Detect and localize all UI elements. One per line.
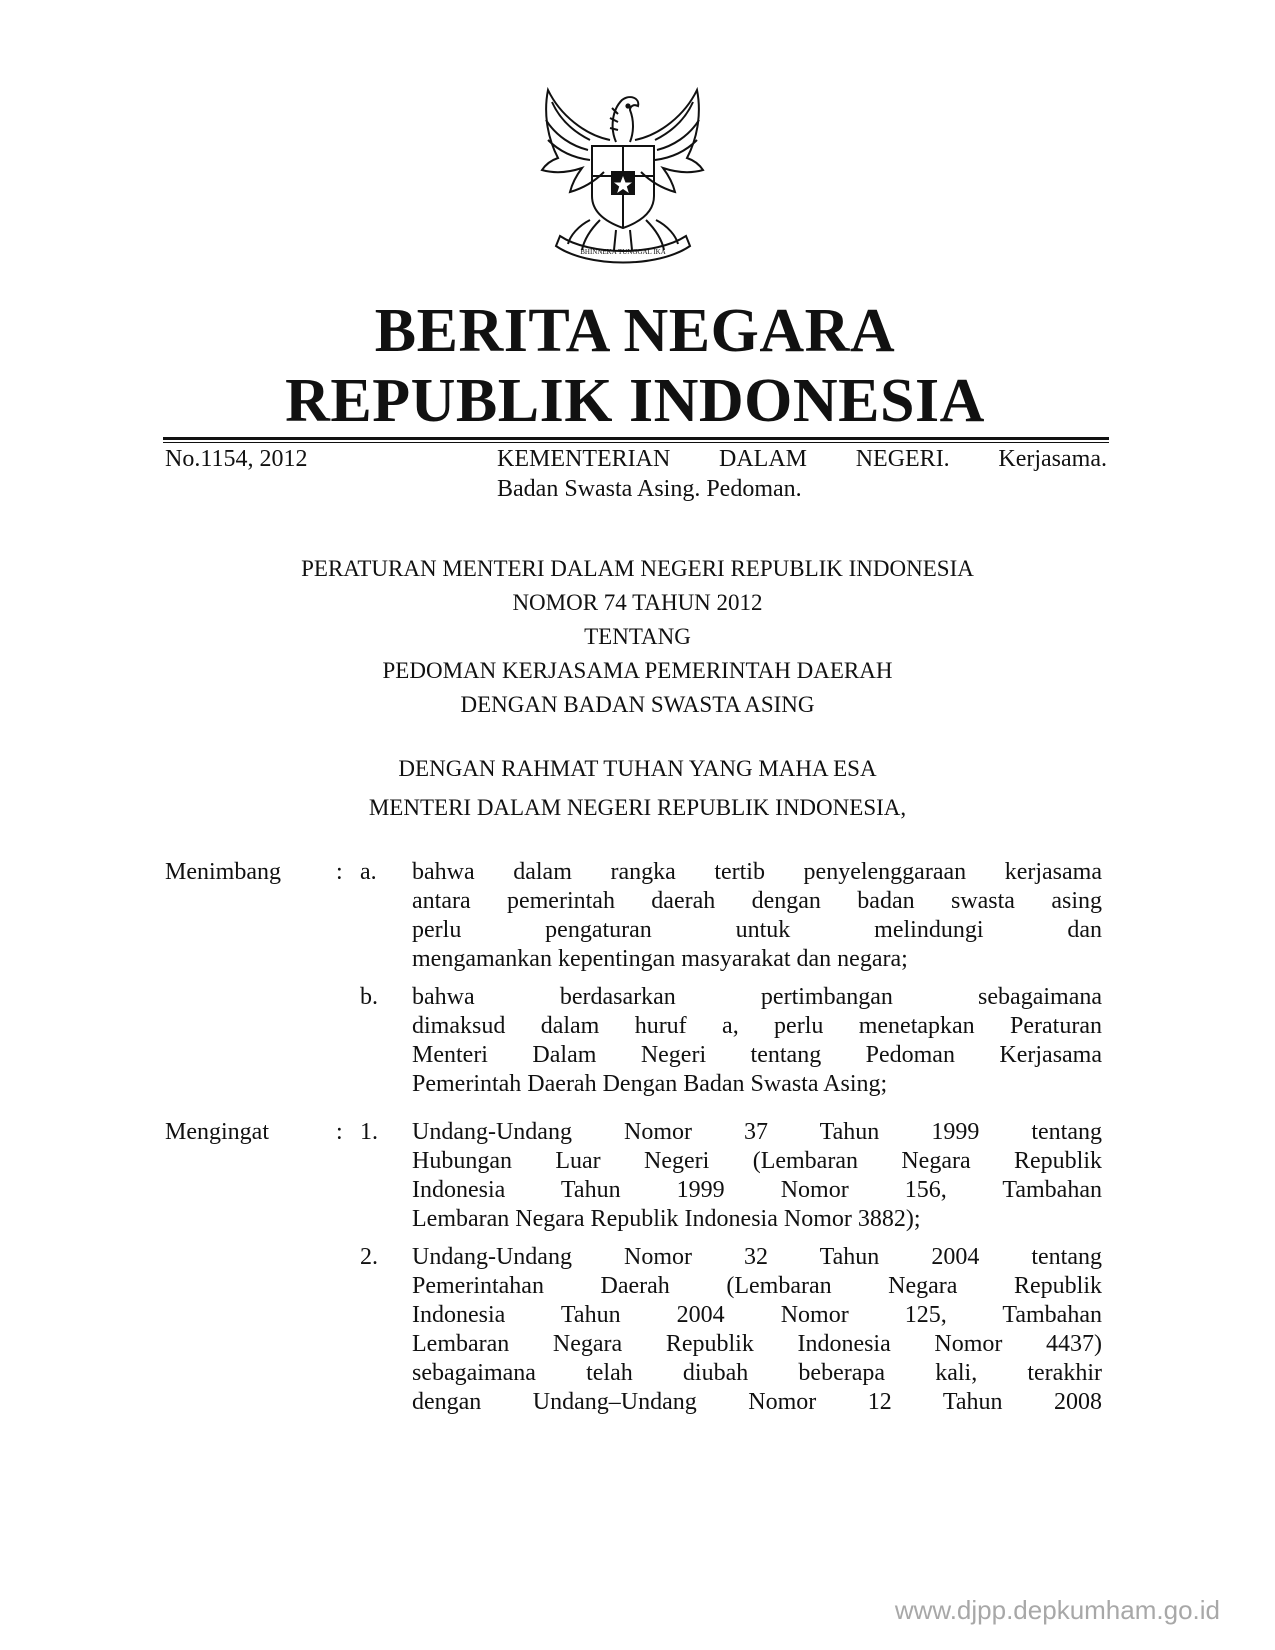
item-line: mengamankan kepentingan masyarakat dan negara; xyxy=(412,946,908,972)
list-item xyxy=(412,858,1102,974)
item-line: Pemerintah Daerah Dengan Badan Swasta Asing; xyxy=(412,1071,888,1097)
regulation-tentang: TENTANG xyxy=(584,624,691,649)
preamble-line: MENTERI DALAM NEGERI REPUBLIK INDONESIA, xyxy=(368,795,907,820)
publication-subject xyxy=(497,444,1107,504)
publication-title-line1: BERITA NEGARA xyxy=(374,297,896,365)
subject-line: Badan Swasta Asing. Pedoman. xyxy=(497,476,802,502)
source-watermark: www.djpp.depkumham.go.id xyxy=(894,1595,1220,1625)
publication-title-line2: REPUBLIK INDONESIA xyxy=(285,367,985,435)
item-marker: 1. xyxy=(360,1119,378,1145)
item-line: bahwa dalam rangka tertib penyelenggaraan kerjasama xyxy=(412,859,1102,885)
preamble-line: DENGAN RAHMAT TUHAN YANG MAHA ESA xyxy=(398,756,877,781)
item-line: perlu pengaturan untuk melindungi dan xyxy=(412,917,1102,943)
subject-line: KEMENTERIAN DALAM NEGERI. Kerjasama. xyxy=(497,446,1107,472)
publication-number: No.1154, 2012 xyxy=(165,446,308,472)
item-line: dimaksud dalam huruf a, perlu menetapkan Peraturan xyxy=(412,1013,1102,1039)
item-line: Lembaran Negara Republik Indonesia Nomor 3882); xyxy=(412,1206,921,1232)
item-line: Pemerintahan Daerah (Lembaran Negara Republik xyxy=(412,1273,1102,1299)
item-line: bahwa berdasarkan pertimbangan sebagaimana xyxy=(412,984,1102,1010)
item-marker: a. xyxy=(360,859,377,885)
item-line: Menteri Dalam Negeri tentang Pedoman Kerjasama xyxy=(412,1042,1102,1068)
item-marker: b. xyxy=(360,984,378,1010)
header-rule-thick xyxy=(163,437,1109,440)
item-line: Undang-Undang Nomor 32 Tahun 2004 tentang xyxy=(412,1244,1102,1270)
item-line: Indonesia Tahun 1999 Nomor 156, Tambahan xyxy=(412,1177,1102,1203)
list-item xyxy=(412,983,1102,1099)
item-line: Indonesia Tahun 2004 Nomor 125, Tambahan xyxy=(412,1302,1102,1328)
menimbang-label: Menimbang xyxy=(165,859,281,885)
item-line: dengan Undang–Undang Nomor 12 Tahun 2008 xyxy=(412,1389,1102,1415)
list-item xyxy=(412,1243,1102,1417)
item-line: antara pemerintah daerah dengan badan swasta asing xyxy=(412,888,1102,914)
item-line: Lembaran Negara Republik Indonesia Nomor 4437) xyxy=(412,1331,1102,1357)
item-line: sebagaimana telah diubah beberapa kali, terakhir xyxy=(412,1360,1102,1386)
regulation-number: NOMOR 74 TAHUN 2012 xyxy=(512,590,763,615)
section-colon: : xyxy=(336,859,343,885)
section-colon: : xyxy=(336,1119,343,1145)
regulation-heading xyxy=(160,552,1115,722)
regulation-subject: DENGAN BADAN SWASTA ASING xyxy=(460,692,815,717)
mengingat-label: Mengingat xyxy=(165,1119,269,1145)
list-item xyxy=(412,1118,1102,1234)
garuda-pancasila-emblem xyxy=(530,80,715,270)
regulation-subject: PEDOMAN KERJASAMA PEMERINTAH DAERAH xyxy=(382,658,893,683)
svg-text:BHINNEKA TUNGGAL IKA: BHINNEKA TUNGGAL IKA xyxy=(580,248,666,256)
item-marker: 2. xyxy=(360,1244,378,1270)
regulation-title: PERATURAN MENTERI DALAM NEGERI REPUBLIK INDONESIA xyxy=(301,556,974,581)
item-line: Hubungan Luar Negeri (Lembaran Negara Republik xyxy=(412,1148,1102,1174)
header-rule-thin xyxy=(163,442,1109,443)
item-line: Undang-Undang Nomor 37 Tahun 1999 tentang xyxy=(412,1119,1102,1145)
preamble xyxy=(160,749,1115,827)
